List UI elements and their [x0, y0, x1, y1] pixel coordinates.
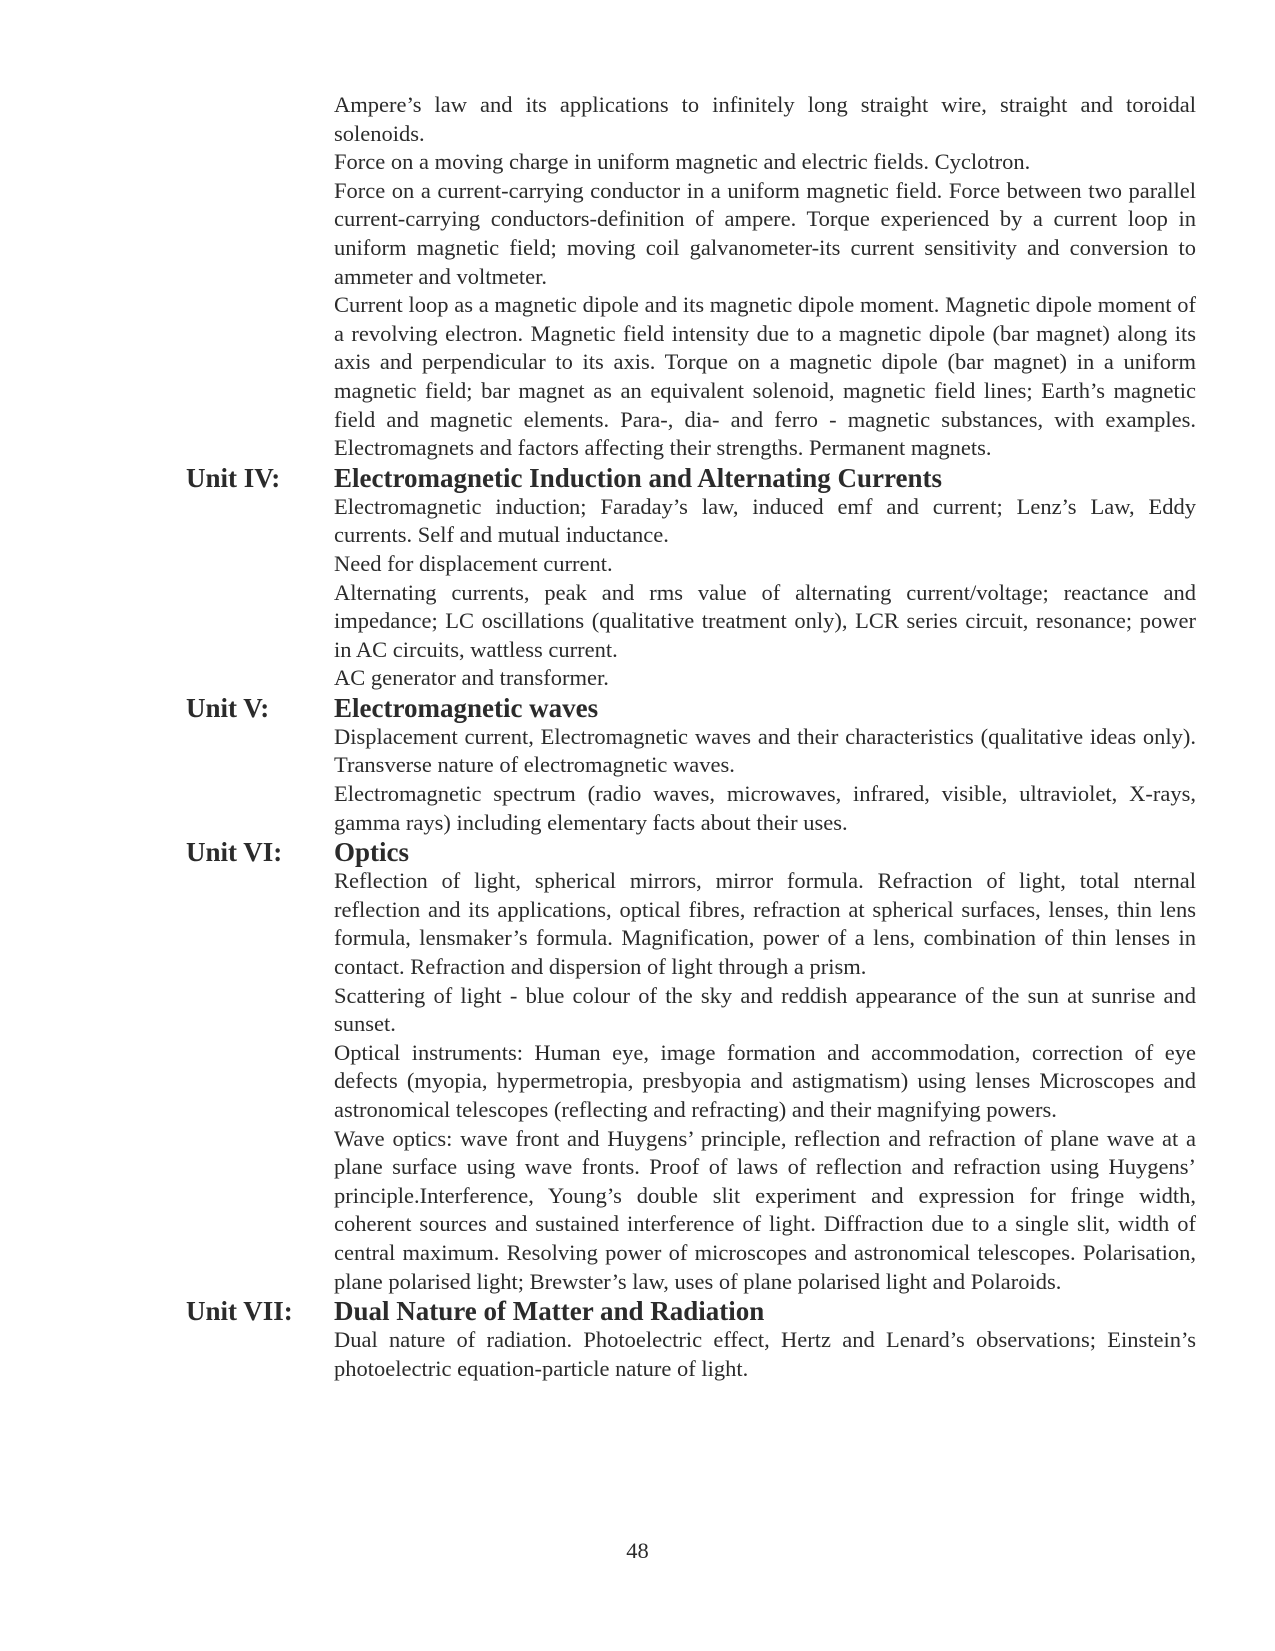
intro-body	[334, 91, 1196, 463]
unit-title: Dual Nature of Matter and Radiation	[334, 1296, 765, 1327]
unit-title: Optics	[334, 837, 410, 868]
paragraph: Force on a current-carrying conductor in a uniform magnetic field. Force between two parallel current-carrying conductors-definition of ampere. Torque experienced by a current loop in uniform magnetic field; moving coil galvanometer-its current sensitivity and conversion to ammeter and voltmeter.	[334, 177, 1196, 289]
unit-label: Unit V:	[186, 692, 270, 723]
syllabus-content	[186, 91, 1196, 1383]
intro-label-spacer	[186, 91, 334, 463]
page-number: 48	[626, 1538, 649, 1563]
unit-body	[334, 463, 1196, 693]
unit-title: Electromagnetic Induction and Alternating Currents	[334, 462, 943, 493]
paragraph: Optical instruments: Human eye, image formation and accommodation, correction of eye defects (myopia, hypermetropia, presbyopia and astigmatism) using lenses Microscopes and astronomical telescopes (reflecting and refracting) and their magnifying powers.	[334, 1039, 1196, 1122]
unit-body	[334, 1296, 1196, 1383]
unit-label: Unit VII:	[186, 1296, 293, 1327]
paragraph: Electromagnetic induction; Faraday’s law, induced emf and current; Lenz’s Law, Eddy currents. Self and mutual inductance.	[334, 493, 1196, 548]
unit-title: Electromagnetic waves	[334, 692, 599, 723]
unit-vii-section	[186, 1296, 1196, 1383]
paragraph: Scattering of light - blue colour of the sky and reddish appearance of the sun at sunrise and sunset.	[334, 982, 1196, 1037]
unit-vi-section	[186, 837, 1196, 1296]
paragraph: AC generator and transformer.	[334, 665, 609, 691]
paragraph: Alternating currents, peak and rms value of alternating current/voltage; reactance and impedance; LC oscillations (qualitative treatment only), LCR series circuit, resonance; power in AC circuits, wattless current.	[334, 579, 1196, 662]
paragraph: Need for displacement current.	[334, 550, 613, 576]
paragraph: Ampere’s law and its applications to infinitely long straight wire, straight and toroidal solenoids.	[334, 92, 1196, 146]
unit-body	[334, 693, 1196, 837]
paragraph: Force on a moving charge in uniform magnetic and electric fields. Cyclotron.	[334, 149, 1031, 175]
paragraph: Wave optics: wave front and Huygens’ principle, reflection and refraction of plane wave at a plane surface using wave fronts. Proof of laws of reflection and refraction using Huygens’ principle.Interference, Young’s double slit experiment and expression for fringe width, coherent sources and sustained interference of light. Diffraction due to a single slit, width of central maximum. Resolving power of microscopes and astronomical telescopes. Polarisation, plane polarised light; Brewster’s law, uses of plane polarised light and Polaroids.	[334, 1125, 1196, 1294]
paragraph: Reflection of light, spherical mirrors, mirror formula. Refraction of light, total nternal reflection and its applications, optical fibres, refraction at spherical surfaces, lenses, thin lens formula, lensmaker’s formula. Magnification, power of a lens, combination of thin lenses in contact. Refraction and dispersion of light through a prism.	[334, 868, 1196, 980]
paragraph: Dual nature of radiation. Photoelectric effect, Hertz and Lenard’s observations; Einstein’s photoelectric equation-particle nature of light.	[334, 1327, 1196, 1381]
unit-body	[334, 837, 1196, 1296]
paragraph: Electromagnetic spectrum (radio waves, microwaves, infrared, visible, ultraviolet, X-rays, gamma rays) including elementary facts about their uses.	[334, 781, 1196, 835]
unit-label: Unit IV:	[186, 462, 281, 493]
intro-section	[186, 91, 1196, 463]
paragraph: Current loop as a magnetic dipole and its magnetic dipole moment. Magnetic dipole moment of a revolving electron. Magnetic field intensity due to a magnetic dipole (bar magnet) along its axis and perpendicular to its axis. Torque on a magnetic dipole (bar magnet) in a uniform magnetic field; bar magnet as an equivalent solenoid, magnetic field lines; Earth’s magnetic field and magnetic elements. Para-, dia- and ferro - magnetic substances, with examples. Electromagnets and factors affecting their strengths. Permanent magnets.	[334, 292, 1196, 461]
unit-label: Unit VI:	[186, 837, 283, 868]
paragraph: Displacement current, Electromagnetic waves and their characteristics (qualitative ideas only). Transverse nature of electromagnetic waves.	[334, 723, 1196, 778]
unit-iv-section	[186, 463, 1196, 693]
unit-v-section	[186, 693, 1196, 837]
